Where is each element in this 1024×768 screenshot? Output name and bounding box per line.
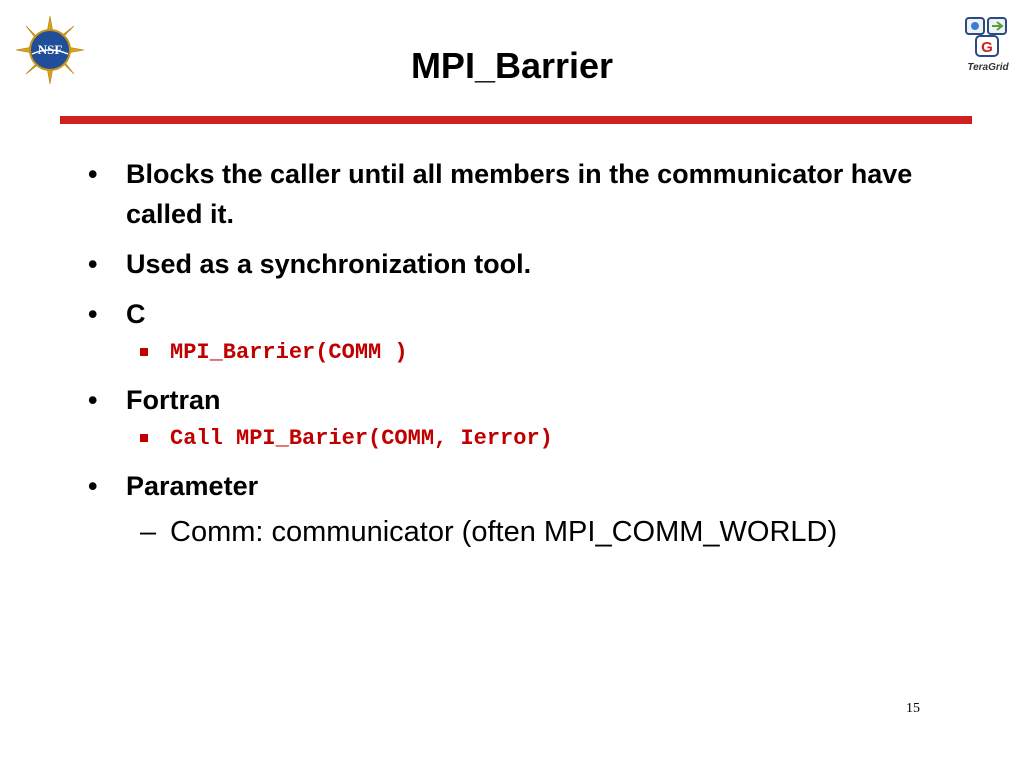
sub-bullet-item [88, 512, 968, 552]
bullet-marker: • [88, 249, 98, 279]
bullet-item [88, 244, 968, 284]
bullet-marker: • [88, 299, 98, 329]
bullet-text: Used as a synchronization tool. [126, 249, 532, 279]
bullet-item [88, 380, 968, 420]
bullet-list [88, 154, 968, 552]
code-text: MPI_Barrier(COMM ) [170, 340, 408, 365]
title-divider [60, 116, 972, 124]
teragrid-logo-text: TeraGrid [967, 62, 1009, 73]
nsf-logo-text: NSF [37, 42, 63, 57]
code-bullet-item [88, 338, 968, 368]
dash-marker: – [140, 516, 157, 548]
bullet-marker: • [88, 385, 98, 415]
code-text: Call MPI_Barier(COMM, Ierror) [170, 426, 553, 451]
bullet-text: Fortran [126, 385, 221, 415]
bullet-text: C [126, 299, 146, 329]
bullet-text: Parameter [126, 471, 259, 501]
page-number: 15 [906, 701, 920, 716]
code-bullet-item [88, 424, 968, 454]
square-bullet-icon [140, 434, 148, 442]
sub-bullet-text: Comm: communicator (often MPI_COMM_WORLD) [170, 516, 838, 548]
slide-title: MPI_Barrier [410, 45, 614, 86]
bullet-item [88, 466, 968, 506]
square-bullet-icon [140, 348, 148, 356]
bullet-marker: • [88, 471, 98, 501]
bullet-item [88, 294, 968, 334]
bullet-marker: • [88, 159, 98, 189]
bullet-item [88, 154, 968, 234]
svg-text:G: G [981, 39, 993, 56]
bullet-text: Blocks the caller until all members in the communicator have called it. [126, 159, 913, 229]
